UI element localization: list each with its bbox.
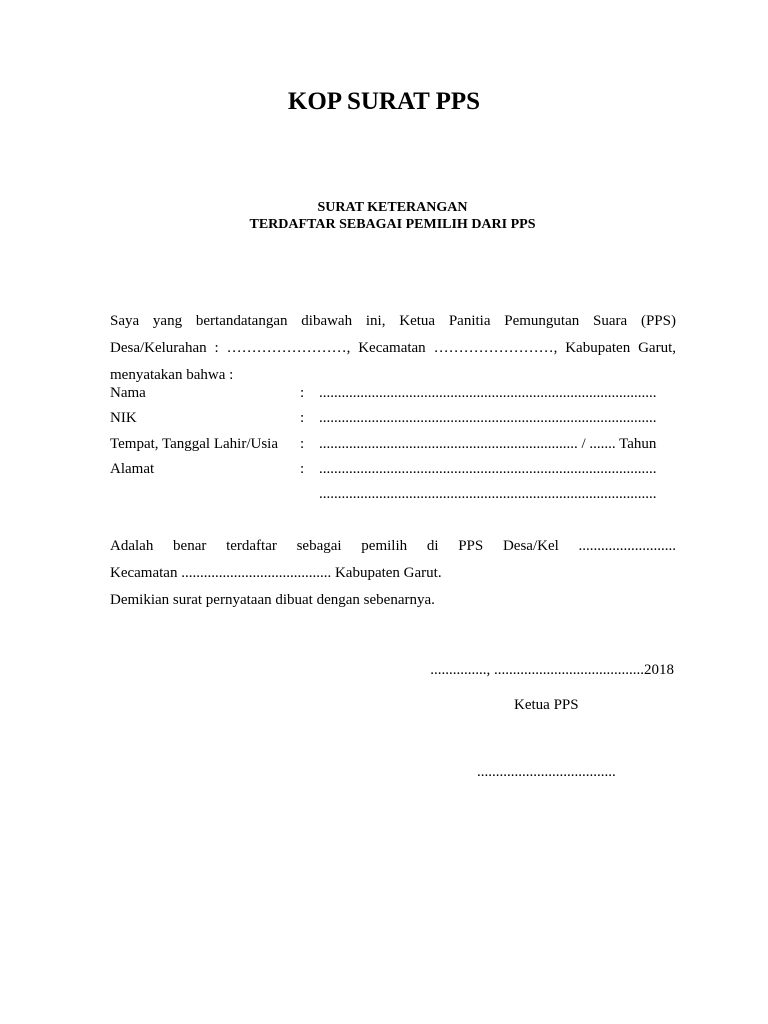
field-row-alamat	[110, 457, 676, 482]
field-colon: :	[300, 410, 305, 426]
field-value: ..........................................................................................	[319, 385, 657, 401]
field-label: Alamat	[110, 461, 155, 477]
field-value: ..................................................................... / ....... Tahun	[319, 436, 657, 452]
field-row-ttl	[110, 432, 676, 457]
signature-name-line: .....................................	[477, 764, 616, 780]
field-row-nama	[110, 381, 676, 406]
letter-title-line-1: SURAT KETERANGAN	[317, 200, 468, 215]
field-value: ..........................................................................................	[319, 486, 657, 502]
letter-title-line-2: TERDAFTAR SEBAGAI PEMILIH DARI PPS	[249, 217, 536, 232]
field-colon: :	[300, 461, 305, 477]
statement-line-2: Kecamatan ........................................ Kabupaten Garut.	[110, 565, 442, 581]
letter-title	[0, 199, 768, 233]
signatory-role: Ketua PPS	[514, 697, 579, 713]
field-value: ..........................................................................................	[319, 410, 657, 426]
intro-line-2: Desa/Kelurahan : ……………………, Kecamatan ……………………, Kabupaten Garut,	[110, 340, 676, 356]
letterhead-title: KOP SURAT PPS	[287, 88, 481, 115]
place-date: ..............., ........................................2018	[430, 662, 674, 678]
statement-line-3: Demikian surat pernyataan dibuat dengan sebenarnya.	[110, 592, 435, 608]
field-row-alamat-cont	[110, 482, 676, 507]
field-colon: :	[300, 385, 305, 401]
field-colon: :	[300, 436, 305, 452]
intro-line-3: menyatakan bahwa :	[110, 367, 234, 383]
field-label: Nama	[110, 385, 146, 401]
statement-line-1: Adalah benar terdaftar sebagai pemilih di PPS Desa/Kel ..........................	[110, 538, 676, 554]
field-label: NIK	[110, 410, 137, 426]
field-label: Tempat, Tanggal Lahir/Usia	[110, 436, 278, 452]
field-value: ..........................................................................................	[319, 461, 657, 477]
statement-paragraph	[110, 533, 676, 614]
intro-paragraph	[110, 308, 676, 389]
intro-line-1: Saya yang bertandatangan dibawah ini, Ketua Panitia Pemungutan Suara (PPS)	[110, 313, 676, 329]
field-row-nik	[110, 406, 676, 431]
